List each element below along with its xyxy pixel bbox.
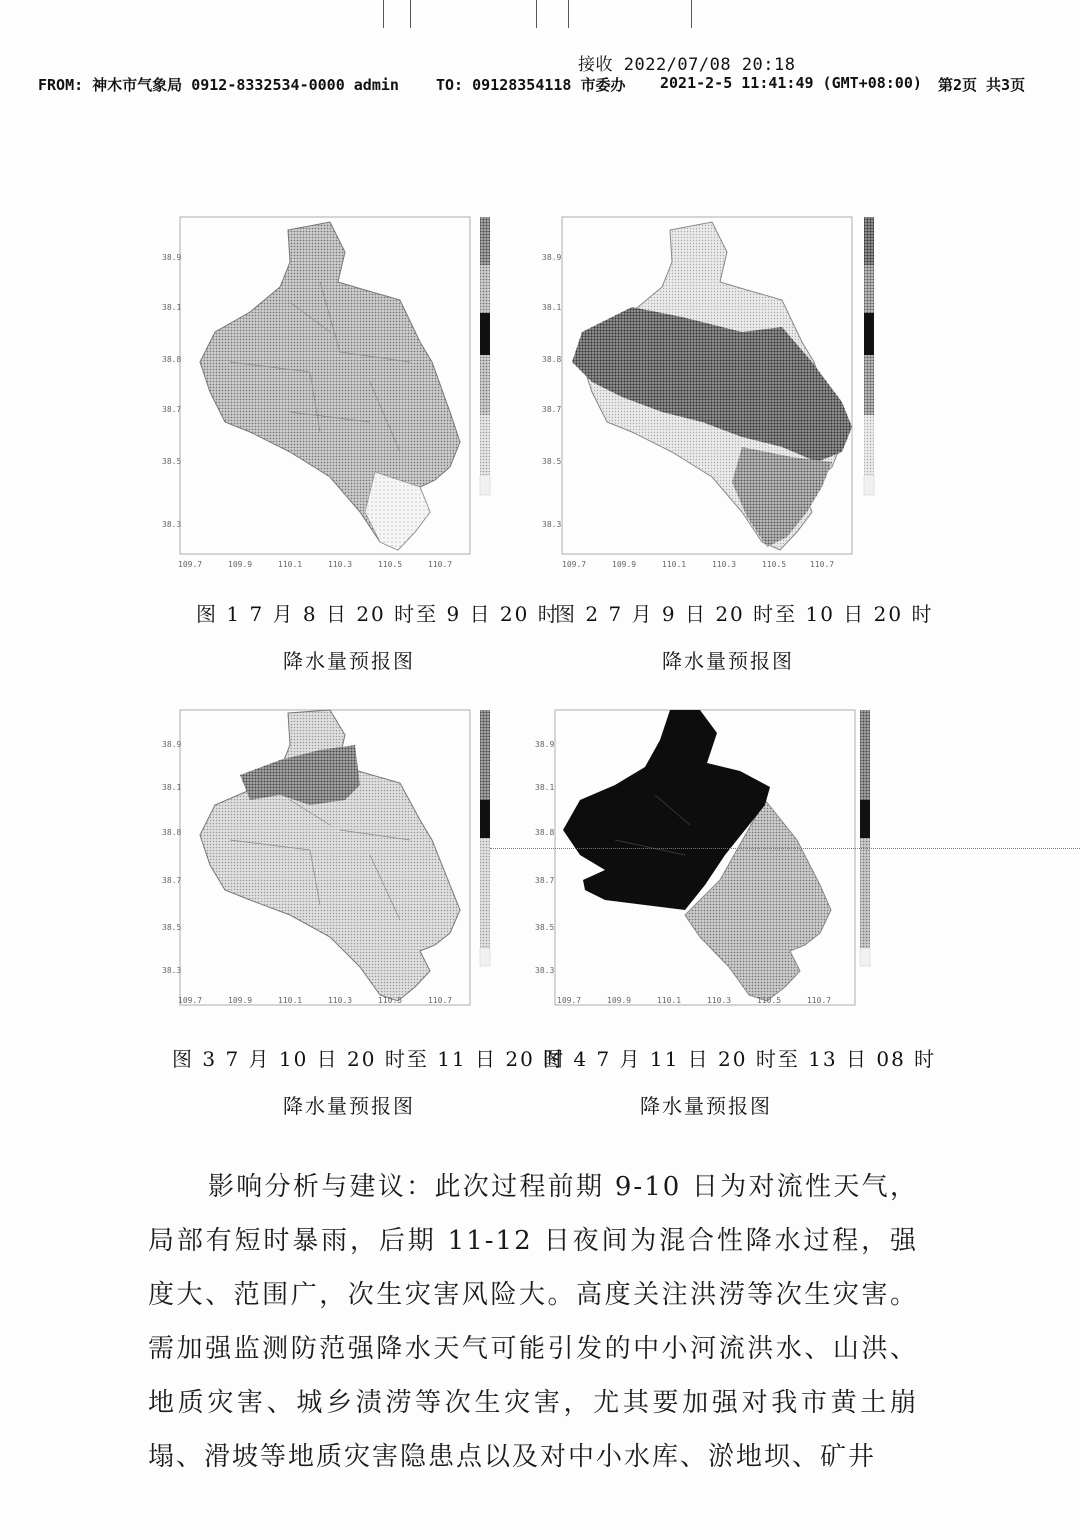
precip-map-2 [542,212,862,577]
svg-text:109.9: 109.9 [607,996,632,1005]
fax-to: TO: 09128354118 市委办 [436,76,626,94]
svg-text:38.3: 38.3 [535,966,555,975]
map-4-caption-line1: 图 4 7 月 11 日 20 时至 13 日 08 时 [543,1047,937,1071]
fax-datetime: 2021-2-5 11:41:49 (GMT+08:00) [660,74,922,92]
svg-text:38.7: 38.7 [542,405,562,414]
svg-text:38.1: 38.1 [535,783,555,792]
svg-text:110.5: 110.5 [378,996,403,1005]
svg-text:110.5: 110.5 [757,996,782,1005]
svg-text:110.7: 110.7 [807,996,832,1005]
svg-text:110.1: 110.1 [657,996,682,1005]
svg-text:38.1: 38.1 [162,783,182,792]
map-1-caption-line2: 降水量预报图 [283,649,415,673]
svg-text:38.3: 38.3 [162,966,182,975]
map-3-caption-line1: 图 3 7 月 10 日 20 时至 11 日 20 时 [172,1047,566,1071]
svg-text:38.8: 38.8 [162,355,182,364]
svg-text:109.7: 109.7 [178,996,203,1005]
svg-text:110.1: 110.1 [278,560,303,569]
svg-text:38.3: 38.3 [162,520,182,529]
fax-from: FROM: 神木市气象局 0912-8332534-0000 admin [38,76,399,94]
svg-text:110.3: 110.3 [712,560,737,569]
svg-text:38.9: 38.9 [535,740,555,749]
svg-text:38.1: 38.1 [542,303,562,312]
svg-text:110.7: 110.7 [428,996,453,1005]
svg-text:38.3: 38.3 [542,520,562,529]
fax-header [38,74,1048,98]
receipt-stamp: 接收 2022/07/08 20:18 [578,55,796,75]
svg-text:38.9: 38.9 [542,253,562,262]
svg-text:110.5: 110.5 [762,560,787,569]
analysis-paragraph: 影响分析与建议：此次过程前期 9-10 日为对流性天气，局部有短时暴雨，后期 11-12 日夜间为混合性降水过程，强度大、范围广，次生灾害风险大。高度关注洪涝等次生灾害。需加强监测防范强降水天气可能引发的中小河流洪水、山洪、地质灾害、城乡渍涝等次生灾害，尤其要加强对我市黄土崩塌、滑坡等地质灾害隐患点以及对中小水库、淤地坝、矿井 [148,1172,918,1472]
scan-line-artifact [490,848,1080,849]
svg-text:38.8: 38.8 [535,828,555,837]
svg-text:109.7: 109.7 [557,996,582,1005]
svg-text:110.3: 110.3 [707,996,732,1005]
svg-text:109.7: 109.7 [562,560,587,569]
svg-text:109.9: 109.9 [228,996,253,1005]
svg-text:110.5: 110.5 [378,560,403,569]
precip-map-1 [162,212,490,577]
svg-text:38.5: 38.5 [162,923,182,932]
svg-text:110.3: 110.3 [328,996,353,1005]
svg-text:110.7: 110.7 [428,560,453,569]
svg-text:38.5: 38.5 [542,457,562,466]
svg-text:110.1: 110.1 [278,996,303,1005]
map-2-caption-line2: 降水量预报图 [662,649,794,673]
svg-text:38.8: 38.8 [542,355,562,364]
svg-text:109.9: 109.9 [228,560,253,569]
svg-text:38.1: 38.1 [162,303,182,312]
svg-text:38.7: 38.7 [535,876,555,885]
svg-text:38.9: 38.9 [162,740,182,749]
svg-text:38.7: 38.7 [162,405,182,414]
svg-text:38.8: 38.8 [162,828,182,837]
svg-text:110.1: 110.1 [662,560,687,569]
precip-map-4 [535,705,855,1070]
map-1-caption-line1: 图 1 7 月 8 日 20 时至 9 日 20 时 [196,602,560,626]
map-4-caption-line2: 降水量预报图 [640,1094,772,1118]
map-3-caption-line2: 降水量预报图 [283,1094,415,1118]
svg-text:110.3: 110.3 [328,560,353,569]
svg-text:38.5: 38.5 [535,923,555,932]
svg-text:109.9: 109.9 [612,560,637,569]
svg-text:38.5: 38.5 [162,457,182,466]
svg-text:38.7: 38.7 [162,876,182,885]
map-2-caption-line1: 图 2 7 月 9 日 20 时至 10 日 20 时 [555,602,934,626]
svg-text:109.7: 109.7 [178,560,203,569]
svg-text:110.7: 110.7 [810,560,835,569]
precip-map-3 [162,705,490,1070]
fax-page-number: 第2页 共3页 [938,76,1026,94]
svg-text:38.9: 38.9 [162,253,182,262]
